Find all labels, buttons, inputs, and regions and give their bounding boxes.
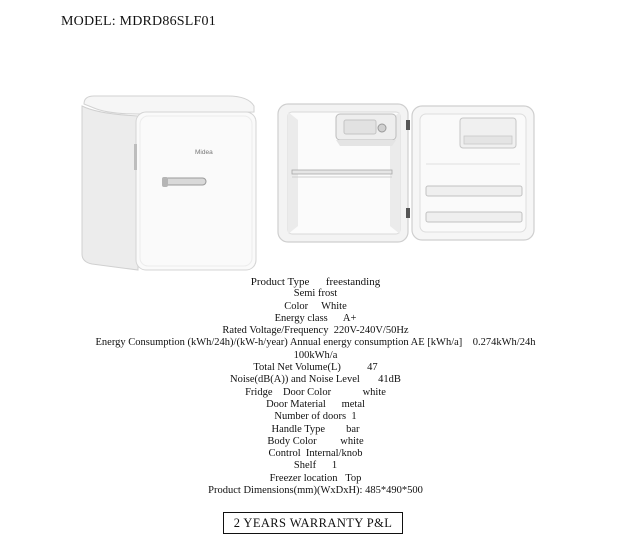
spec-control: Control Internal/knob — [268, 448, 363, 460]
spec-body-color: Body Color white — [267, 435, 364, 447]
spec-energy-consumption: Energy Consumption (kWh/24h)/(kW-h/year) Annual energy consumption AE [kWh/a] 0.274kWh/24h — [95, 337, 536, 349]
spec-annual-consumption: 100kWh/a — [293, 349, 338, 361]
spec-door-color: Fridge Door Color white — [245, 386, 386, 398]
spec-energy-class: Energy class A+ — [274, 312, 357, 324]
spec-product-type: Product Type freestanding — [250, 276, 381, 288]
spec-dimensions: Product Dimensions(mm)(WxDxH): 485*490*500 — [208, 485, 423, 497]
spec-color: Color White — [284, 300, 347, 312]
spec-handle-type: Handle Type bar — [271, 423, 360, 435]
spec-number-of-doors: Number of doors 1 — [274, 411, 357, 423]
fridge-closed-image — [78, 92, 260, 272]
spec-volume: Total Net Volume(L) 47 — [253, 362, 378, 374]
spec-voltage: Rated Voltage/Frequency 220V-240V/50Hz — [222, 325, 409, 337]
spec-door-material: Door Material metal — [266, 398, 365, 410]
spec-frost: Semi frost — [293, 288, 338, 300]
warranty-badge: 2 YEARS WARRANTY P&L — [223, 512, 403, 534]
brand-logo: Midea — [195, 149, 213, 156]
fridge-open-image — [274, 100, 538, 246]
spec-list — [0, 276, 631, 497]
spec-freezer-location: Freezer location Top — [269, 472, 362, 484]
spec-noise: Noise(dB(A)) and Noise Level 41dB — [230, 374, 401, 386]
spec-shelf: Shelf 1 — [293, 460, 338, 472]
model-title: MODEL: MDRD86SLF01 — [61, 14, 216, 29]
